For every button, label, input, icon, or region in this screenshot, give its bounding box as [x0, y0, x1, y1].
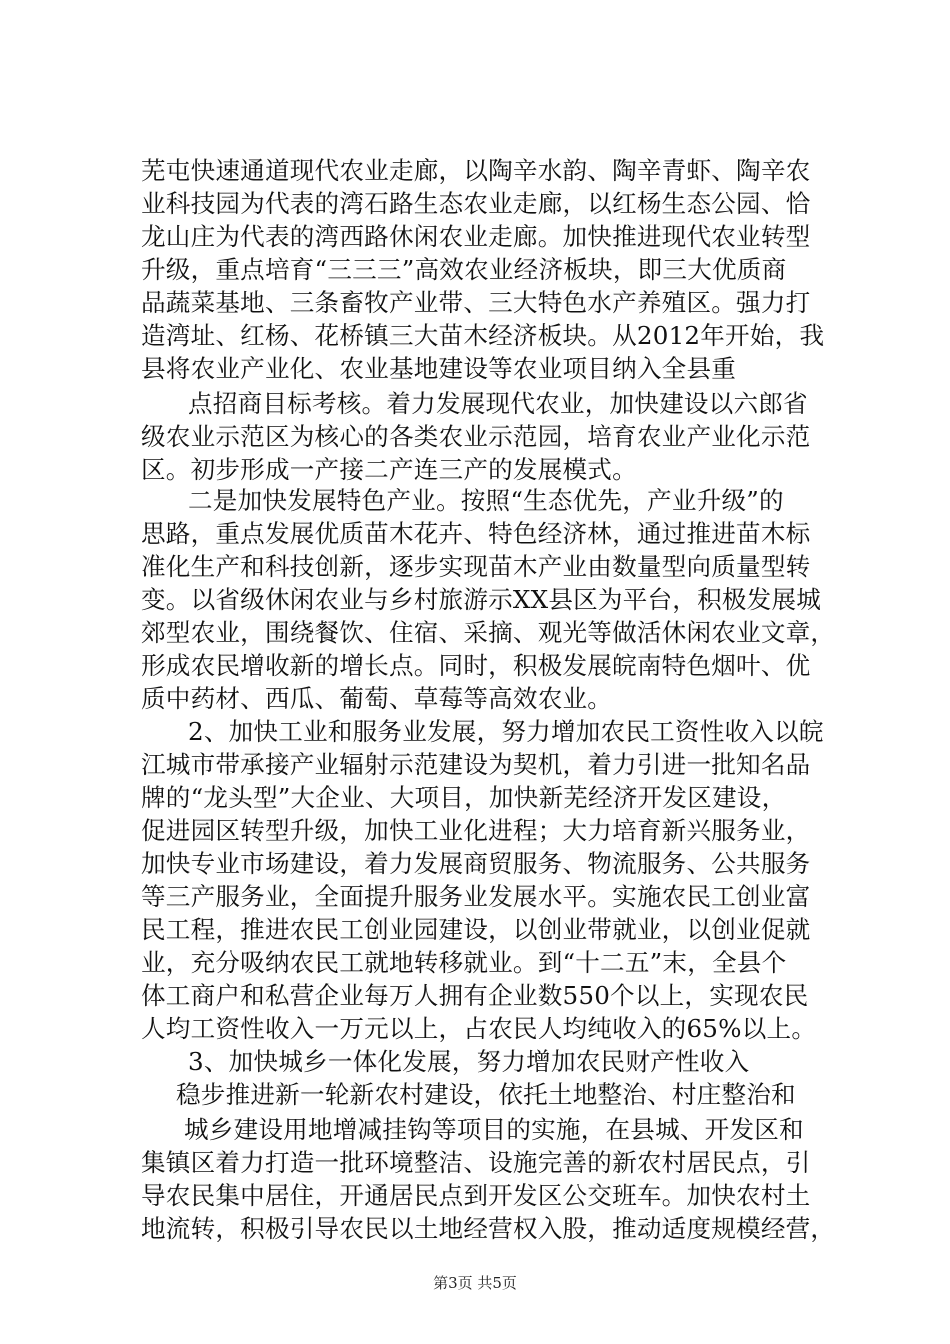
text-line: 级农业示范区为核心的各类农业示范园，培育农业产业化示范 — [141, 422, 811, 451]
text-line: 2、加快工业和服务业发展，努力增加农民工资性收入以皖 — [188, 717, 824, 746]
text-line: 牌的“龙头型”大企业、大项目，加快新芜经济开发区建设， — [141, 783, 787, 812]
text-line: 业科技园为代表的湾石路生态农业走廊，以红杨生态公园、恰 — [141, 189, 811, 218]
text-line: 民工程，推进农民工创业园建设，以创业带就业，以创业促就 — [141, 915, 811, 944]
text-line: 点招商目标考核。着力发展现代农业，加快建设以六郎省 — [188, 389, 808, 418]
text-line: 形成农民增收新的增长点。同时，积极发展皖南特色烟叶、优 — [141, 651, 811, 680]
text-line: 江城市带承接产业辐射示范建设为契机，着力引进一批知名品 — [141, 750, 811, 779]
text-line: 3、加快城乡一体化发展，努力增加农民财产性收入 — [188, 1047, 750, 1076]
text-line: 业，充分吸纳农民工就地转移就业。到“十二五”末，全县个 — [141, 948, 787, 977]
text-line: 等三产服务业，全面提升服务业发展水平。实施农民工创业富 — [141, 882, 811, 911]
text-line: 准化生产和科技创新，逐步实现苗木产业由数量型向质量型转 — [141, 552, 811, 581]
text-line: 造湾址、红杨、花桥镇三大苗木经济板块。从2012年开始，我 — [141, 321, 825, 350]
text-line: 变。以省级休闲农业与乡村旅游示XX县区为平台，积极发展城 — [141, 585, 822, 614]
text-line: 品蔬菜基地、三条畜牧产业带、三大特色水产养殖区。强力打 — [141, 288, 811, 317]
text-line: 稳步推进新一轮新农村建设，依托土地整治、村庄整治和 — [176, 1080, 796, 1109]
text-line: 集镇区着力打造一批环境整洁、设施完善的新农村居民点，引 — [141, 1148, 811, 1177]
text-line: 质中药材、西瓜、葡萄、草莓等高效农业。 — [141, 684, 613, 713]
text-line: 促进园区转型升级，加快工业化进程；大力培育新兴服务业， — [141, 816, 811, 845]
text-line: 人均工资性收入一万元以上，占农民人均纯收入的65%以上。 — [141, 1014, 817, 1043]
text-line: 地流转，积极引导农民以土地经营权入股，推动适度规模经营， — [141, 1214, 836, 1243]
text-line: 体工商户和私营企业每万人拥有企业数550个以上，实现农民 — [141, 981, 809, 1010]
text-line: 郊型农业，围绕餐饮、住宿、采摘、观光等做活休闲农业文章， — [141, 618, 836, 647]
text-line: 导农民集中居住，开通居民点到开发区公交班车。加快农村土 — [141, 1181, 811, 1210]
text-line: 区。初步形成一产接二产连三产的发展模式。 — [141, 455, 637, 484]
text-line: 二是加快发展特色产业。按照“生态优先，产业升级”的 — [188, 486, 784, 515]
text-line: 城乡建设用地增减挂钩等项目的实施，在县城、开发区和 — [184, 1115, 804, 1144]
text-line: 升级，重点培育“三三三”高效农业经济板块，即三大优质商 — [141, 255, 787, 284]
text-line: 芜屯快速通道现代农业走廊，以陶辛水韵、陶辛青虾、陶辛农 — [141, 156, 811, 185]
text-line: 县将农业产业化、农业基地建设等农业项目纳入全县重 — [141, 354, 737, 383]
text-line: 龙山庄为代表的湾西路休闲农业走廊。加快推进现代农业转型 — [141, 222, 811, 251]
page-number-footer: 第3页 共5页 — [433, 1274, 517, 1292]
text-line: 加快专业市场建设，着力发展商贸服务、物流服务、公共服务 — [141, 849, 811, 878]
text-line: 思路，重点发展优质苗木花卉、特色经济林，通过推进苗木标 — [141, 519, 811, 548]
